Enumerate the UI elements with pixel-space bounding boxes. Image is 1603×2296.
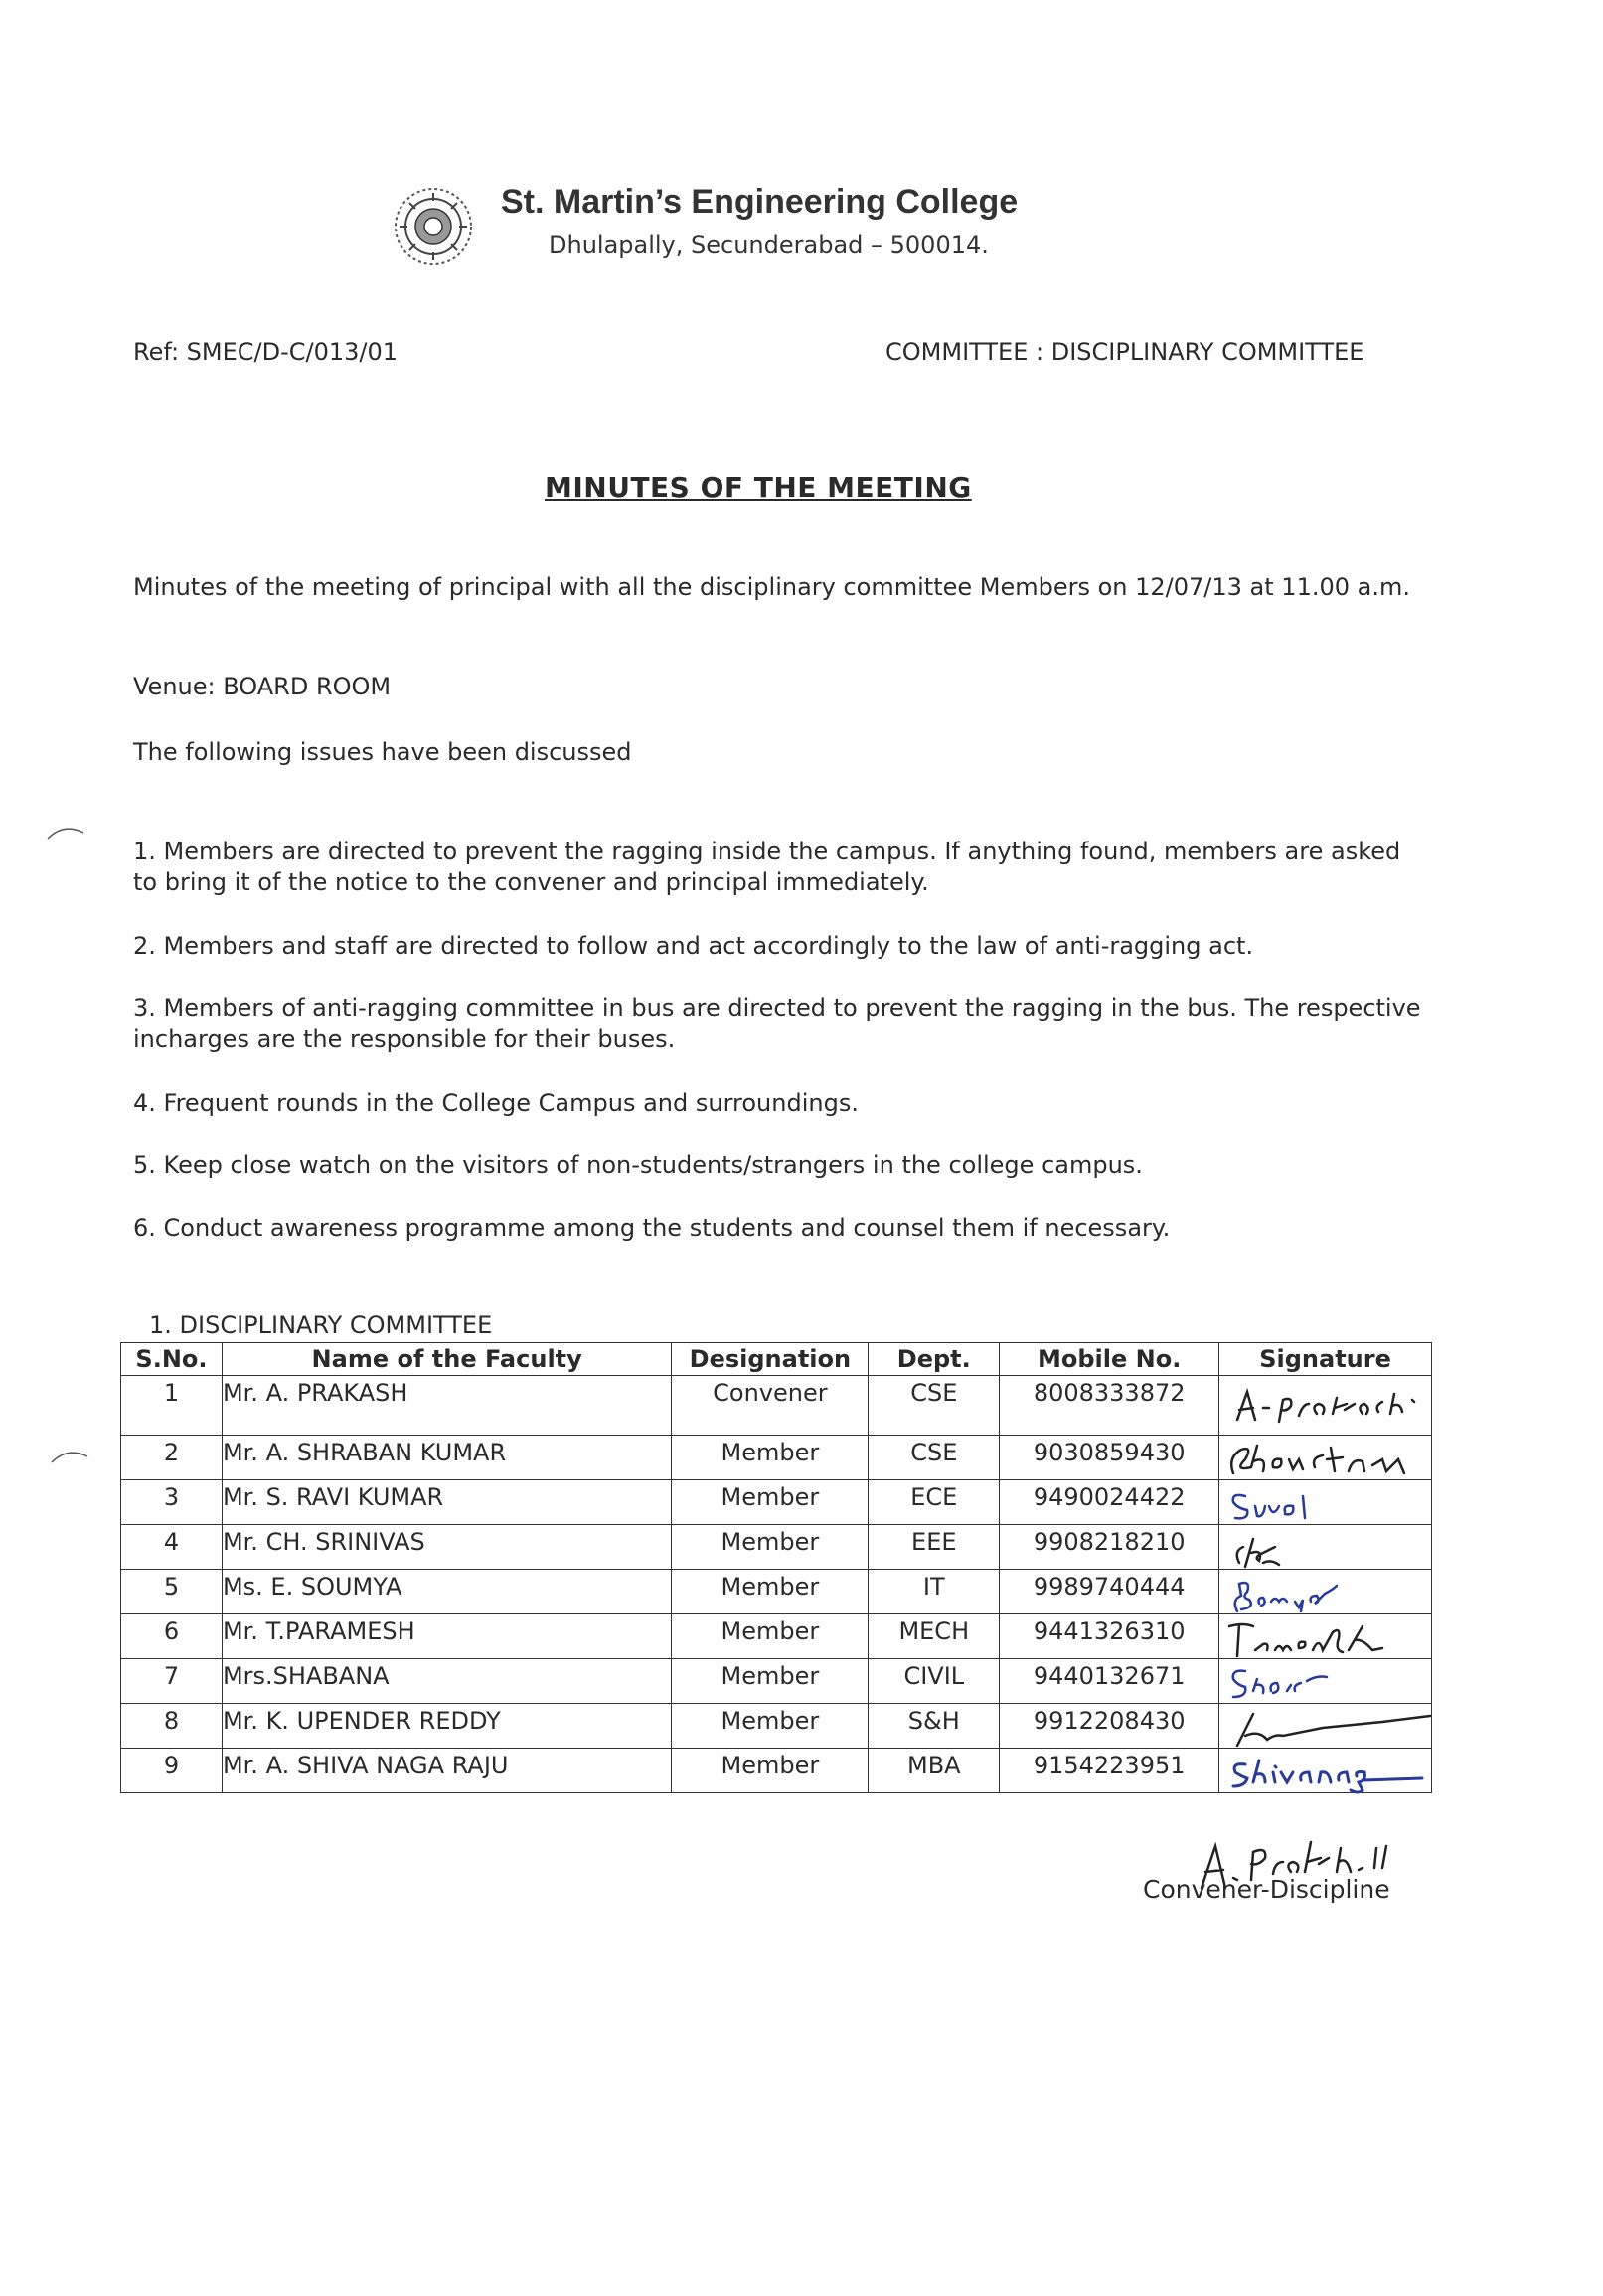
college-name: St. Martin’s Engineering College [501, 183, 1019, 221]
cell-sno: 5 [121, 1570, 223, 1614]
cell-signature [1219, 1436, 1432, 1480]
cell-sno: 8 [121, 1704, 223, 1749]
table-header-row [121, 1343, 1432, 1376]
cell-designation: Member [672, 1480, 869, 1525]
table-row [121, 1614, 1432, 1659]
cell-dept: EEE [869, 1525, 1000, 1570]
cell-mobile: 9490024422 [1000, 1480, 1219, 1525]
cell-name: Mr. A. SHRABAN KUMAR [222, 1436, 671, 1480]
cell-sno: 4 [121, 1525, 223, 1570]
table-row [121, 1749, 1432, 1793]
reference-number: Ref: SMEC/D-C/013/01 [133, 338, 399, 366]
handwritten-signature [1223, 1527, 1422, 1571]
handwritten-signature [1223, 1378, 1422, 1432]
table-row [121, 1436, 1432, 1480]
cell-signature [1219, 1480, 1432, 1525]
handwritten-signature [1223, 1616, 1422, 1660]
cell-mobile: 9440132671 [1000, 1659, 1219, 1704]
cell-designation: Member [672, 1704, 869, 1749]
document-title: MINUTES OF THE MEETING [545, 471, 972, 504]
cell-dept: CSE [869, 1376, 1000, 1436]
cell-signature [1219, 1614, 1432, 1659]
header-sno: S.No. [121, 1343, 223, 1376]
cell-designation: Convener [672, 1376, 869, 1436]
cell-name: Mr. CH. SRINIVAS [222, 1525, 671, 1570]
handwritten-signature [1223, 1438, 1422, 1481]
meeting-venue: Venue: BOARD ROOM [133, 673, 392, 700]
discussion-point-6: 6. Conduct awareness programme among the students and counsel them if necessary. [133, 1214, 1171, 1242]
cell-mobile: 9030859430 [1000, 1436, 1219, 1480]
cell-mobile: 9441326310 [1000, 1614, 1219, 1659]
cell-signature [1219, 1659, 1432, 1704]
cell-dept: CSE [869, 1436, 1000, 1480]
cell-name: Mr. T.PARAMESH [222, 1614, 671, 1659]
cell-dept: S&H [869, 1704, 1000, 1749]
cell-name: Mr. A. PRAKASH [222, 1376, 671, 1436]
cell-mobile: 9989740444 [1000, 1570, 1219, 1614]
cell-mobile: 9912208430 [1000, 1704, 1219, 1749]
handwritten-signature [1223, 1482, 1422, 1526]
cell-signature [1219, 1525, 1432, 1570]
cell-sno: 6 [121, 1614, 223, 1659]
cell-designation: Member [672, 1659, 869, 1704]
cell-signature [1219, 1376, 1432, 1436]
college-address: Dhulapally, Secunderabad – 500014. [549, 231, 989, 259]
header-dept: Dept. [869, 1343, 1000, 1376]
discussion-point-4: 4. Frequent rounds in the College Campus and surroundings. [133, 1089, 859, 1117]
college-seal-logo [392, 185, 475, 268]
committee-label: COMMITTEE : DISCIPLINARY COMMITTEE [885, 338, 1364, 366]
discussion-point-5: 5. Keep close watch on the visitors of non-students/strangers in the college campus. [133, 1151, 1143, 1179]
discussion-point-2: 2. Members and staff are directed to follow and act accordingly to the law of anti-ragging act. [133, 932, 1254, 960]
table-row [121, 1659, 1432, 1704]
committee-members-table [120, 1342, 1432, 1793]
handwritten-signature [1223, 1661, 1422, 1705]
table-row [121, 1525, 1432, 1570]
header-mobile: Mobile No. [1000, 1343, 1219, 1376]
cell-sno: 3 [121, 1480, 223, 1525]
cell-signature [1219, 1749, 1432, 1793]
table-row [121, 1704, 1432, 1749]
cell-mobile: 8008333872 [1000, 1376, 1219, 1436]
handwritten-signature [1223, 1751, 1427, 1794]
cell-sno: 1 [121, 1376, 223, 1436]
cell-signature [1219, 1570, 1432, 1614]
cell-dept: MECH [869, 1614, 1000, 1659]
cell-mobile: 9154223951 [1000, 1749, 1219, 1793]
table-row [121, 1570, 1432, 1614]
cell-sno: 2 [121, 1436, 223, 1480]
cell-name: Ms. E. SOUMYA [222, 1570, 671, 1614]
cell-dept: IT [869, 1570, 1000, 1614]
header-designation: Designation [672, 1343, 869, 1376]
cell-designation: Member [672, 1749, 869, 1793]
table-row [121, 1376, 1432, 1436]
cell-signature [1219, 1704, 1432, 1749]
handwritten-signature [1223, 1706, 1432, 1750]
cell-name: Mr. S. RAVI KUMAR [222, 1480, 671, 1525]
scan-mark-arc [48, 1443, 91, 1466]
table-row [121, 1480, 1432, 1525]
convener-discipline-label: Convener-Discipline [1143, 1875, 1390, 1904]
table-caption: 1. DISCIPLINARY COMMITTEE [149, 1311, 493, 1339]
cell-mobile: 9908218210 [1000, 1525, 1219, 1570]
handwritten-signature [1223, 1572, 1422, 1615]
cell-name: Mrs.SHABANA [222, 1659, 671, 1704]
cell-dept: CIVIL [869, 1659, 1000, 1704]
cell-sno: 7 [121, 1659, 223, 1704]
discussion-intro: The following issues have been discussed [133, 738, 632, 766]
cell-dept: MBA [869, 1749, 1000, 1793]
scan-mark-arc [44, 819, 87, 842]
cell-name: Mr. K. UPENDER REDDY [222, 1704, 671, 1749]
header-signature: Signature [1219, 1343, 1432, 1376]
cell-name: Mr. A. SHIVA NAGA RAJU [222, 1749, 671, 1793]
cell-designation: Member [672, 1614, 869, 1659]
cell-designation: Member [672, 1570, 869, 1614]
cell-sno: 9 [121, 1749, 223, 1793]
discussion-point-1: 1. Members are directed to prevent the ragging inside the campus. If anything found, members are asked to bring it of the notice to the convener and principal immediately. [133, 838, 1401, 896]
cell-dept: ECE [869, 1480, 1000, 1525]
header-name: Name of the Faculty [222, 1343, 671, 1376]
meeting-intro: Minutes of the meeting of principal with all the disciplinary committee Members on 12/07/13 at 11.00 a.m. [133, 573, 1410, 601]
cell-designation: Member [672, 1525, 869, 1570]
discussion-point-3: 3. Members of anti-ragging committee in bus are directed to prevent the ragging in the bus. The respective incharges are the responsible for their buses. [133, 995, 1421, 1053]
cell-designation: Member [672, 1436, 869, 1480]
